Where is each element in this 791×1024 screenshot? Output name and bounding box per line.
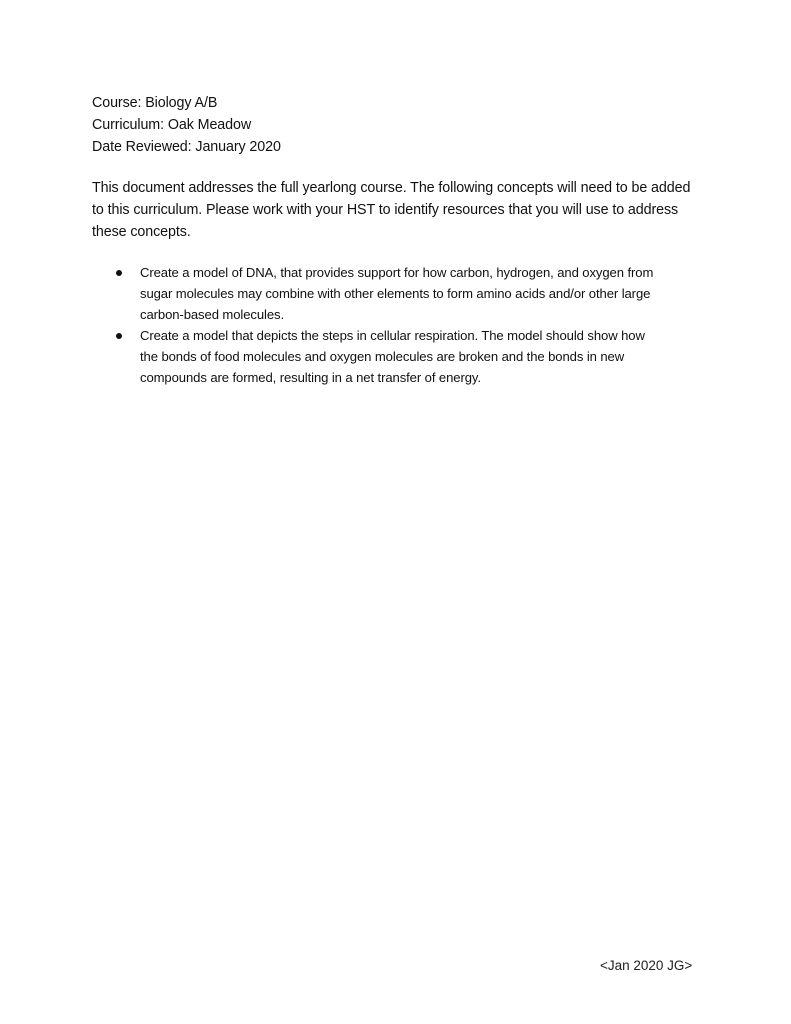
concept-line: the bonds of food molecules and oxygen molecules are broken and the bonds in new xyxy=(140,349,625,364)
intro-paragraph xyxy=(92,177,712,243)
concept-item xyxy=(112,262,712,325)
intro-line: these concepts. xyxy=(92,224,191,240)
concept-line: Create a model of DNA, that provides support for how carbon, hydrogen, and oxygen from xyxy=(140,265,654,280)
curriculum-label: Curriculum: Oak Meadow xyxy=(92,117,252,133)
intro-line: This document addresses the full yearlong course. The following concepts will need to be added xyxy=(92,180,691,196)
bullet-icon xyxy=(116,270,122,276)
course-label: Course: Biology A/B xyxy=(92,95,218,111)
concepts-list xyxy=(112,262,712,388)
concept-item xyxy=(112,325,712,388)
concept-line: Create a model that depicts the steps in cellular respiration. The model should show how xyxy=(140,328,645,343)
concept-line: carbon-based molecules. xyxy=(140,307,284,322)
concept-line: sugar molecules may combine with other elements to form amino acids and/or other large xyxy=(140,286,651,301)
intro-line: to this curriculum. Please work with your HST to identify resources that you will use to address xyxy=(92,202,679,218)
bullet-icon xyxy=(116,333,122,339)
date-reviewed-label: Date Reviewed: January 2020 xyxy=(92,139,281,155)
footer-tag: <Jan 2020 JG> xyxy=(600,958,693,973)
concept-line: compounds are formed, resulting in a net transfer of energy. xyxy=(140,370,481,385)
